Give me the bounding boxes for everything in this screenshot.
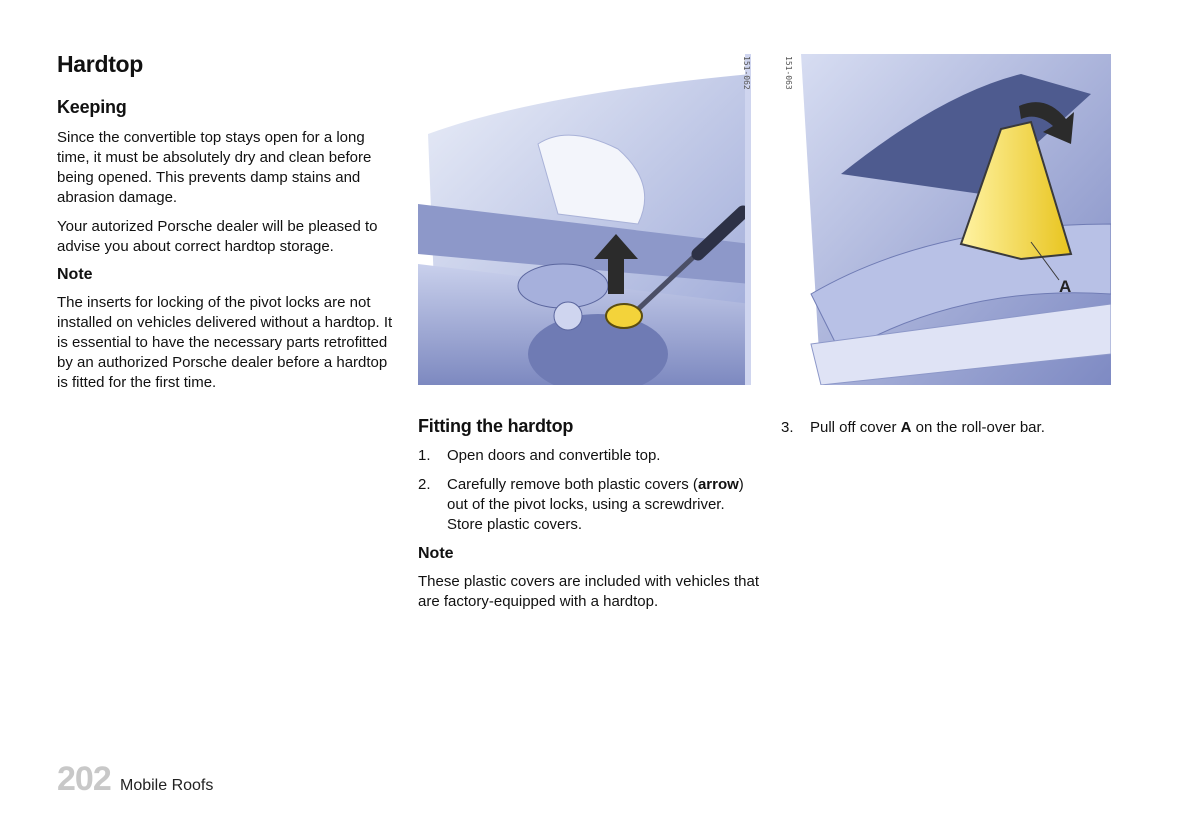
- step-number: 3.: [781, 419, 794, 436]
- figure-code: 151-063: [784, 56, 793, 90]
- step-number: 1.: [418, 447, 431, 464]
- roll-over-bar-illustration: [781, 54, 1111, 385]
- keeping-paragraph-2: Your autorized Porsche dealer will be pleased to advise you about correct hardtop storage.: [57, 218, 378, 255]
- fitting-steps-continued: [781, 418, 1111, 438]
- page-title: Hardtop: [57, 51, 144, 77]
- step-number: 2.: [418, 476, 431, 493]
- section-name: Mobile Roofs: [120, 777, 214, 794]
- keeping-body: [57, 128, 397, 393]
- fitting-note-text: These plastic covers are included with vehicles that are factory-equipped with a hardtop.: [418, 573, 760, 610]
- pivot-lock-drawing: [418, 54, 751, 385]
- list-item: [781, 418, 1111, 438]
- keeping-note-text: The inserts for locking of the pivot locks are not installed on vehicles delivered without a hardtop. It is essential to have the necessary parts retrofitted by an authorized Porsche dealer before a hardtop is fitted for the first time.: [57, 294, 393, 391]
- page-number: 202: [57, 760, 111, 798]
- step-text: Carefully remove both plastic covers (arrow) out of the pivot locks, using a screwdriver. Store plastic covers.: [447, 476, 744, 533]
- list-item: [418, 446, 763, 466]
- figure-code: 151-062: [742, 56, 751, 90]
- cover-a-label: A: [1059, 277, 1072, 296]
- keeping-note-heading: Note: [57, 266, 93, 283]
- step-text: Open doors and convertible top.: [447, 447, 661, 464]
- list-item: [418, 475, 763, 535]
- fitting-note-heading: Note: [418, 545, 454, 562]
- fitting-heading: Fitting the hardtop: [418, 416, 574, 436]
- step-3-body: [781, 418, 1111, 447]
- fitting-steps: [418, 446, 763, 535]
- pivot-lock-illustration: [418, 54, 751, 385]
- keeping-paragraph-1: Since the convertible top stays open for a long time, it must be absolutely dry and clean before being opened. This prevents damp stains and abrasion damage.: [57, 129, 372, 206]
- fitting-body: [418, 446, 763, 612]
- roll-over-bar-drawing: [781, 54, 1111, 385]
- keeping-heading: Keeping: [57, 97, 127, 117]
- step-text: Pull off cover A on the roll-over bar.: [810, 419, 1045, 436]
